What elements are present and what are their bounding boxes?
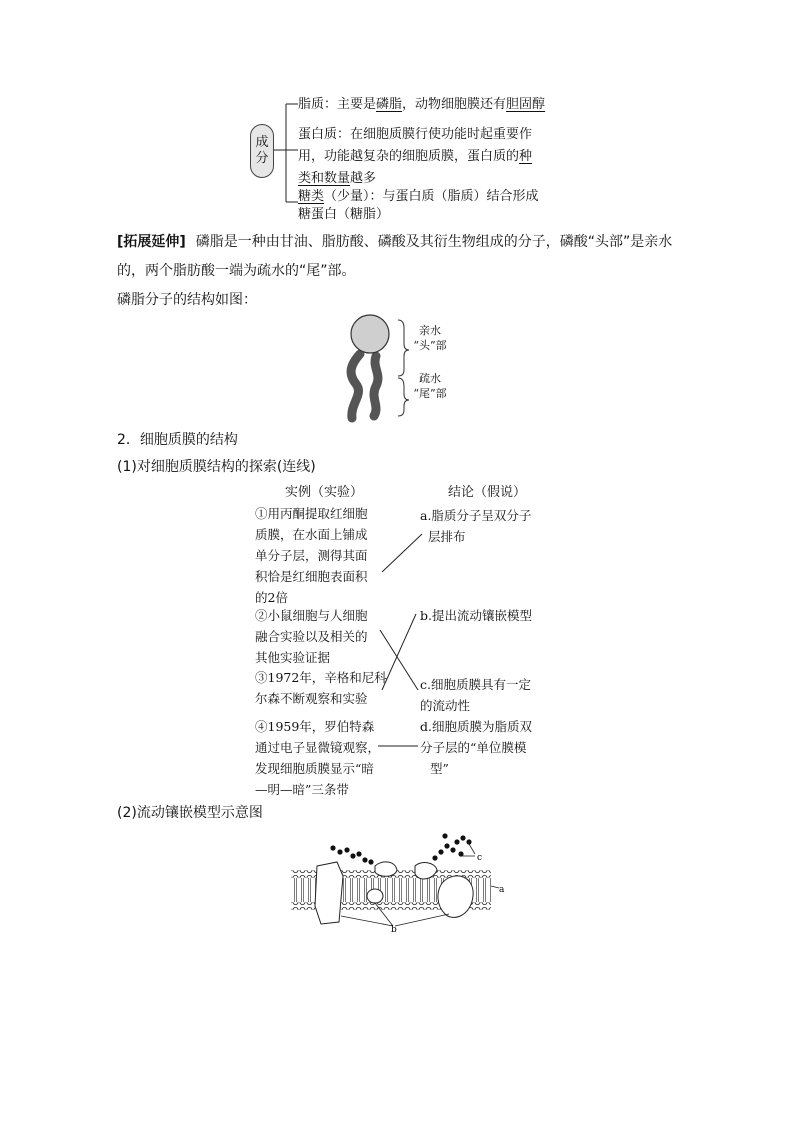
example-2: ②小鼠细胞与人细胞 融合实验以及相关的 其他实验证据: [255, 608, 368, 665]
fluid-mosaic-model-diagram: [285, 826, 515, 934]
protein-line-2: 用，功能越复杂的细胞质膜，蛋白质的种: [298, 149, 533, 164]
hydrophobic-label: 疏水 “尾”部: [413, 372, 447, 400]
phospholipid-tail-right: [374, 356, 378, 416]
phospholipid-tail-left: [351, 354, 360, 418]
transmembrane-protein-right: [438, 876, 473, 918]
column-header-left: 实例（实验）: [285, 485, 364, 500]
protein-line-1: 蛋白质：在细胞质膜行使功能时起重要作: [298, 127, 533, 142]
matching-lines: [370, 520, 430, 750]
glycan-chain-right: [432, 833, 471, 860]
surface-protein-small: [375, 862, 397, 876]
example-4: ④1959年，罗伯特森 通过电子显微镜观察， 发现细胞质膜显示“暗 —明—暗”三条带: [255, 719, 381, 797]
composition-bracket: [272, 98, 300, 208]
conclusion-b: b.提出流动镶嵌模型: [420, 608, 532, 623]
hydrophilic-label: 亲水 “头”部: [413, 324, 447, 352]
label-c: c: [477, 853, 483, 863]
sugar-line-1: 糖类（少量）：与蛋白质（脂质）结合形成: [298, 189, 539, 204]
label-b: b: [391, 925, 397, 934]
transmembrane-protein-left: [315, 862, 343, 924]
example-3: ③1972年，辛格和尼科 尔森不断观察和实验: [255, 670, 387, 706]
extension-line-1: [拓展延伸] 磷脂是一种由甘油、脂肪酸、磷酸及其衍生物组成的分子，磷酸“头部”是亲水: [117, 234, 673, 250]
section-2-sub2: (2)流动镶嵌模型示意图: [117, 805, 263, 821]
composition-label: 成 分: [250, 124, 274, 178]
phospholipid-head: [351, 315, 389, 353]
section-2-title: 2．细胞质膜的结构: [117, 432, 238, 448]
protein-line-3: 类和数量越多: [298, 171, 377, 186]
match-line-1-a: [382, 534, 422, 572]
conclusion-a: a.脂质分子呈双分子 层排布: [420, 508, 532, 544]
sugar-line-2: 糖蛋白（糖脂）: [298, 207, 390, 222]
lipid-line: 脂质：主要是磷脂，动物细胞膜还有胆固醇: [298, 97, 546, 112]
extension-line-3: 磷脂分子的结构如图：: [117, 292, 257, 308]
label-a: a: [499, 885, 505, 895]
example-1: ①用丙酮提取红细胞 质膜，在水面上铺成 单分子层，测得其面 积恰是红细胞表面积 的2倍: [255, 506, 368, 605]
extension-line-2: 的，两个脂肪酸一端为疏水的“尾”部。: [117, 263, 356, 279]
extension-tag: [拓展延伸]: [117, 234, 186, 250]
column-header-right: 结论（假说）: [448, 485, 527, 500]
section-2-sub1: (1)对细胞质膜结构的探索(连线): [117, 459, 316, 475]
embedded-protein-b: [367, 889, 383, 903]
conclusion-d: d.细胞质膜为脂质双 分子层的“单位膜模 型”: [420, 719, 532, 776]
conclusion-c: c.细胞质膜具有一定 的流动性: [420, 677, 531, 713]
